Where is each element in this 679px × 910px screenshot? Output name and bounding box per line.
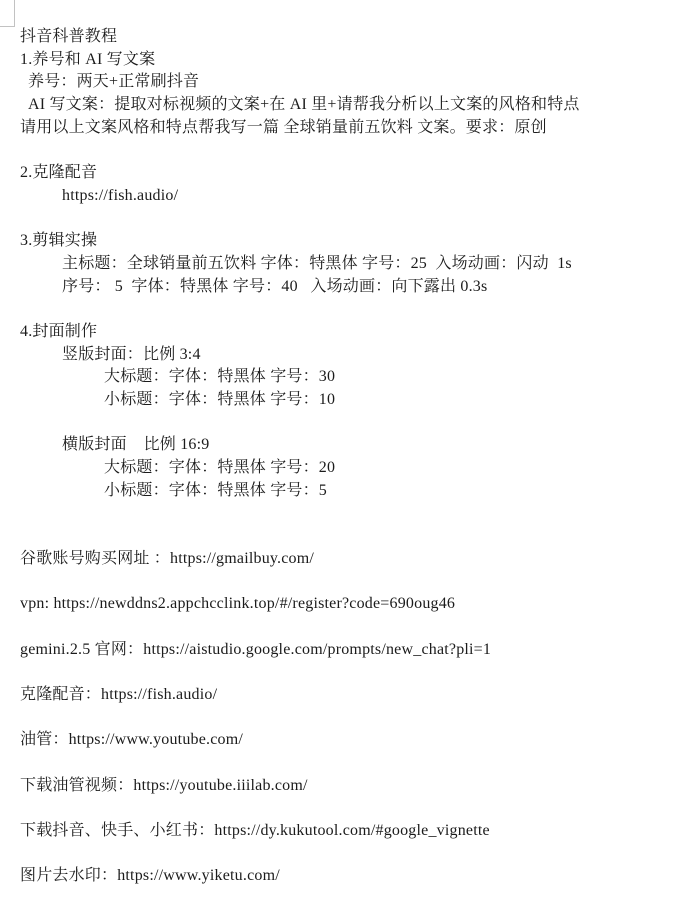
blank-line [20,797,673,820]
blank-line [20,525,673,548]
line-main-title-spec: 主标题：全球销量前五饮料 字体：特黑体 字号：25 入场动画：闪动 1s [62,254,572,272]
line-account-warming: 养号：两天+正常刷抖音 [28,73,200,91]
document-content [20,26,673,888]
line-serial-number-spec: 序号： 5 字体：特黑体 字号：40 入场动画：向下露出 0.3s [62,277,488,295]
line-douyin-download-url: 下载抖音、快手、小红书：https://dy.kukutool.com/#google_vignette [20,822,490,840]
line-horizontal-big-title: 大标题：字体：特黑体 字号：20 [104,459,336,477]
line-clone-voice-url: 克隆配音：https://fish.audio/ [20,685,218,703]
line-horizontal-cover: 横版封面 比例 16:9 [62,436,210,454]
line-section-2-heading: 2.克隆配音 [20,164,98,182]
line-youtube-url: 油管：https://www.youtube.com/ [20,731,244,749]
blank-line [20,661,673,684]
blank-line [20,616,673,639]
line-horizontal-small-title: 小标题：字体：特黑体 字号：5 [104,481,328,499]
line-vertical-cover: 竖版封面：比例 3:4 [62,345,201,363]
line-gemini-url: gemini.2.5 官网：https://aistudio.google.com/prompts/new_chat?pli=1 [20,640,492,658]
blank-line [20,571,673,594]
line-section-1-heading: 1.养号和 AI 写文案 [20,50,156,68]
line-watermark-remove-url: 图片去水印：https://www.yiketu.com/ [20,867,280,885]
line-vertical-big-title: 大标题：字体：特黑体 字号：30 [104,368,336,386]
line-vpn-url: vpn: https://newddns2.appchcclink.top/#/register?code=690oug46 [20,595,456,613]
blank-line [20,707,673,730]
blank-line [20,752,673,775]
blank-line [20,208,673,231]
line-youtube-download-url: 下载油管视频：https://youtube.iiilab.com/ [20,776,308,794]
line-doc-title: 抖音科普教程 [20,28,118,45]
blank-line [20,298,673,321]
blank-line [20,412,673,435]
line-section-4-heading: 4.封面制作 [20,322,98,340]
blank-line [20,139,673,162]
line-gmail-buy-url: 谷歌账号购买网址 ：https://gmailbuy.com/ [20,549,315,567]
page-corner-mark [0,0,15,27]
line-section-3-heading: 3.剪辑实操 [20,232,98,250]
blank-line [20,843,673,866]
line-fish-audio-url: https://fish.audio/ [62,186,179,204]
line-ai-copywriting: AI 写文案：提取对标视频的文案+在 AI 里+请帮我分析以上文案的风格和特点 [28,96,580,114]
line-ai-prompt: 请用以上文案风格和特点帮我写一篇 全球销量前五饮料 文案。要求：原创 [20,118,547,136]
line-vertical-small-title: 小标题：字体：特黑体 字号：10 [104,391,336,408]
blank-line [20,502,673,525]
